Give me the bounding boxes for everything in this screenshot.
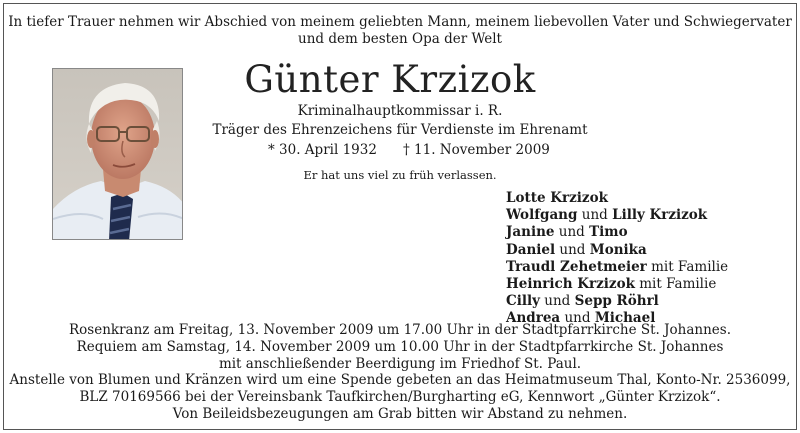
mourner-name: Traudl Zehetmeier bbox=[506, 258, 647, 275]
mourner-name: Cilly bbox=[506, 293, 540, 310]
mourner-connector: mit Familie bbox=[646, 258, 729, 275]
mourner-row bbox=[506, 190, 728, 207]
service-line: mit anschließender Beerdigung im Friedhof St. Paul. bbox=[218, 355, 582, 372]
mourner-row bbox=[506, 224, 728, 241]
mourner-name: Andrea bbox=[506, 310, 561, 327]
mourner-connector: mit Familie bbox=[634, 276, 717, 293]
service-line: Requiem am Samstag, 14. November 2009 um 10.00 Uhr in der Stadtpfarrkirche St. Johannes bbox=[76, 338, 724, 355]
mourner-name: Timo bbox=[589, 224, 628, 241]
mourner-name: Monika bbox=[589, 241, 647, 258]
mourner-name: Heinrich Krzizok bbox=[506, 276, 635, 293]
service-line: Anstelle von Blumen und Kränzen wird um eine Spende gebeten an das Heimatmuseum Thal, Konto-Nr. 2536099, bbox=[9, 372, 791, 389]
deceased-name: Günter Krzizok bbox=[244, 58, 536, 101]
mourner-row bbox=[506, 276, 728, 293]
mourner-name: Janine bbox=[506, 224, 555, 241]
death-date: † 11. November 2009 bbox=[403, 142, 550, 158]
portrait-illustration bbox=[53, 69, 183, 240]
mourner-name: Michael bbox=[594, 310, 656, 327]
mourners-list bbox=[506, 190, 728, 328]
birth-date: * 30. April 1932 bbox=[268, 142, 377, 158]
mourner-name: Wolfgang bbox=[506, 207, 578, 224]
service-line: BLZ 70169566 bei der Vereinsbank Taufkirchen/Burgharting eG, Kennwort „Günter Krzizok“. bbox=[79, 389, 721, 406]
mourner-name: Sepp Röhrl bbox=[574, 293, 659, 310]
mourner-row bbox=[506, 207, 728, 224]
portrait-photo bbox=[52, 68, 183, 240]
mourner-row bbox=[506, 242, 728, 259]
deceased-honor: Träger des Ehrenzeichens für Verdienste im Ehrenamt bbox=[212, 122, 588, 138]
service-line: Von Beileidsbezeugungen am Grab bitten wir Abstand zu nehmen. bbox=[172, 405, 628, 422]
service-information bbox=[0, 322, 800, 423]
deceased-title: Kriminalhauptkommissar i. R. bbox=[297, 103, 503, 119]
mourner-name: Lotte Krzizok bbox=[506, 190, 608, 206]
service-line: Rosenkranz am Freitag, 13. November 2009 um 17.00 Uhr in der Stadtpfarrkirche St. Johannes. bbox=[68, 322, 732, 338]
mourner-connector: und bbox=[577, 207, 613, 224]
mourner-connector: und bbox=[539, 293, 575, 310]
mourner-row bbox=[506, 259, 728, 276]
mourner-connector: und bbox=[560, 310, 595, 327]
mourner-connector: und bbox=[555, 241, 590, 258]
early-departure-text: Er hat uns viel zu früh verlassen. bbox=[303, 168, 497, 182]
intro-text bbox=[0, 14, 800, 48]
intro-line: und dem besten Opa der Welt bbox=[298, 31, 502, 47]
intro-line: In tiefer Trauer nehmen wir Abschied von meinem geliebten Mann, meinem liebevollen Vater und Schwiegervater bbox=[8, 14, 792, 30]
mourner-name: Daniel bbox=[506, 241, 556, 258]
mourner-row bbox=[506, 293, 728, 310]
mourner-connector: und bbox=[554, 224, 590, 241]
mourner-name: Lilly Krzizok bbox=[612, 207, 708, 224]
